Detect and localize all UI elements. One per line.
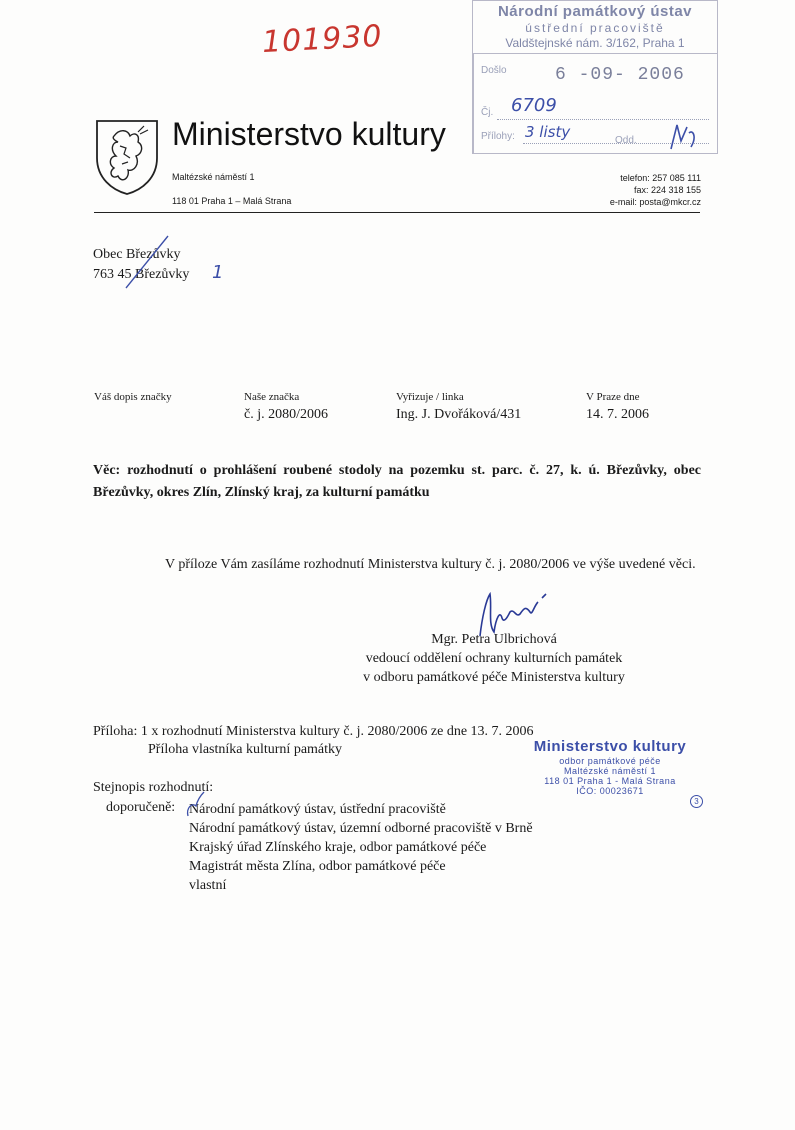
stamp-attachments-value: 3 listy [525,123,571,141]
copies-label: Stejnopis rozhodnutí: [93,780,214,795]
signer-name: Mgr. Petra Ulbrichová [431,632,557,647]
stamp-org-unit: ústřední pracoviště [525,21,665,35]
receipt-stamp [472,0,718,154]
stamp-label-department: Odd. [615,135,637,146]
ministry-stamp [505,738,715,806]
handler-label: Vyřizuje / linka [396,391,464,403]
letter-body: V příloze Vám zasíláme rozhodnutí Ministerstva kultury č. j. 2080/2006 ve výše uvedené věci. [165,557,696,572]
our-ref-value: č. j. 2080/2006 [244,407,328,422]
ministry-stamp-city: 118 01 Praha 1 - Malá Strana [544,776,676,786]
registered-mail-label: doporučeně: [106,800,176,815]
your-ref-label: Váš dopis značky [94,391,172,403]
stamp-cj-value: 6709 [511,95,557,116]
copies-recipient-list [189,800,533,895]
stamp-received-date: 6 -09- 2006 [555,65,685,85]
list-item: Národní památkový ústav, ústřední pracoviště [189,802,446,817]
place-date-value: 14. 7. 2006 [586,407,649,422]
recipient-handwritten-mark: 1 [212,262,224,283]
header-divider [94,212,700,213]
ministry-contact [610,172,701,208]
ministry-email: e-mail: posta@mkcr.cz [609,197,701,207]
our-ref-label: Naše značka [244,391,300,403]
ministry-address-city: 118 01 Praha 1 – Malá Strana [172,196,292,206]
ministry-stamp-number: 3 [690,795,703,808]
recipient-strike-mark [116,232,176,292]
ministry-fax: fax: 224 318 155 [633,185,701,195]
stamp-label-attachments: Přílohy: [481,131,515,142]
list-item: Krajský úřad Zlínského kraje, odbor památkové péče [189,840,487,855]
ministry-phone: telefon: 257 085 111 [620,173,701,183]
stamp-initials-mark [667,119,701,153]
recipient-city: 763 45 Březůvky [93,267,190,282]
ministry-address-street: Maltézské náměstí 1 [172,172,255,182]
signature-block [344,630,644,687]
recipient-name: Obec Březůvky [93,247,181,262]
attachment-line: Příloha: 1 x rozhodnutí Ministerstva kultury č. j. 2080/2006 ze dne 13. 7. 2006 [93,724,534,739]
stamp-org-name: Národní památkový ústav [497,3,693,20]
ministry-stamp-ico: IČO: 00023671 [576,786,644,796]
stamp-label-received: Došlo [481,65,507,76]
list-item: Magistrát města Zlína, odbor památkové péče [189,859,446,874]
place-date-label: V Praze dne [586,391,640,403]
copy-check-mark [184,790,206,820]
handler-value: Ing. J. Dvořáková/431 [396,407,522,422]
attachment-line-owner: Příloha vlastníka kulturní památky [148,742,343,757]
handwritten-reference-number: 101930 [261,18,384,61]
ministry-title: Ministerstvo kultury [172,116,446,152]
list-item: Národní památkový ústav, územní odborné pracoviště v Brně [189,821,533,836]
signer-department: v odboru památkové péče Ministerstva kultury [363,670,625,685]
ministry-stamp-department: odbor památkové péče [559,756,661,766]
letter-subject: Věc: rozhodnutí o prohlášení roubené stodoly na pozemku st. parc. č. 27, k. ú. Březůvky, obec Březůvky, okres Zlín, Zlínský kraj, za kulturní památku [93,463,701,500]
ministry-stamp-title: Ministerstvo kultury [533,738,687,755]
signer-role: vedoucí oddělení ochrany kulturních památek [365,651,623,666]
coat-of-arms-icon [94,118,160,196]
list-item: vlastní [189,878,227,893]
ministry-stamp-street: Maltézské náměstí 1 [563,766,657,776]
stamp-address: Valdštejnské nám. 3/162, Praha 1 [505,36,685,50]
stamp-label-cj: Čj. [481,107,494,118]
